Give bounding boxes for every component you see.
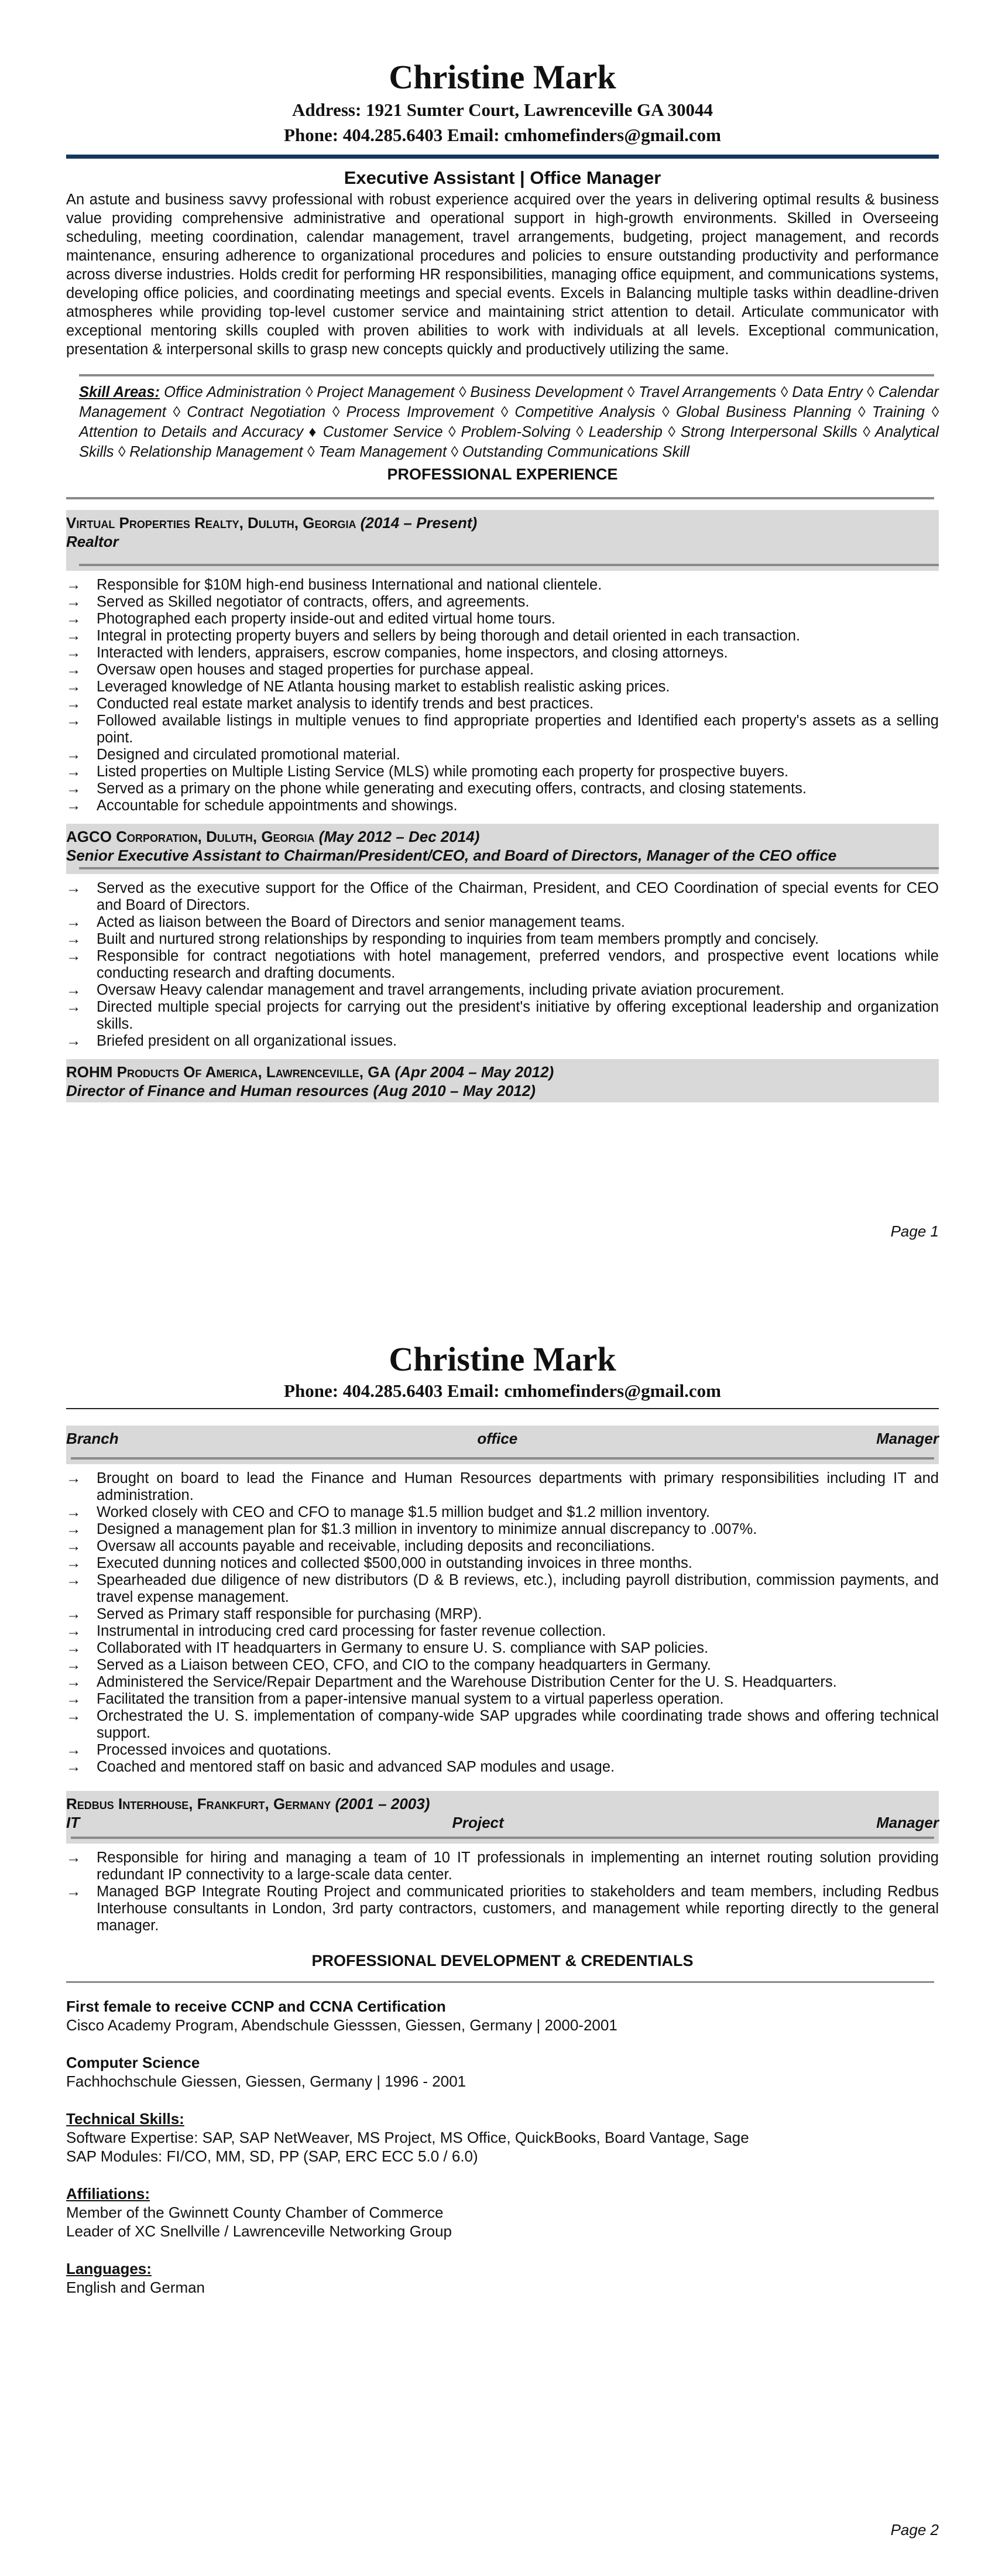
list-item (66, 679, 939, 696)
arrow-bullet-icon: → (66, 679, 81, 695)
cert-title: First female to receive CCNP and CCNA Certification (66, 1998, 446, 2015)
arrow-bullet-icon: → (66, 1691, 81, 1707)
bullet-text: Acted as liaison between the Board of Directors and senior management teams. (97, 914, 625, 930)
role: IT Project Manager (66, 1814, 939, 1831)
degree-detail: Fachhochschule Giessen, Giessen, Germany | 1996 - 2001 (66, 2073, 466, 2090)
list-item (66, 1849, 939, 1883)
page-2 (0, 1288, 995, 2576)
bullet-text: Oversaw Heavy calendar management and travel arrangements, including private aviation procurement. (97, 982, 785, 998)
list-item (66, 1623, 939, 1640)
languages-label: Languages: (66, 2260, 152, 2277)
arrow-bullet-icon: → (66, 797, 81, 814)
bullet-text: Oversaw open houses and staged properties for purchase appeal. (97, 662, 534, 678)
list-item (66, 712, 939, 746)
arrow-bullet-icon: → (66, 712, 81, 729)
list-item (66, 1504, 939, 1521)
role: Realtor (66, 533, 119, 550)
arrow-bullet-icon: → (66, 1572, 81, 1588)
company: Redbus Interhouse, Frankfurt, Germany (66, 1795, 331, 1813)
arrow-bullet-icon: → (66, 914, 81, 930)
affiliation: Leader of XC Snellville / Lawrenceville Networking Group (66, 2222, 452, 2240)
bullet-text: Processed invoices and quotations. (97, 1742, 332, 1758)
bullet-text: Responsible for contract negotiations with hotel management, preferred vendors, and prospective event locations while conducting research and drafting documents. (97, 948, 939, 981)
list-item (66, 1521, 939, 1538)
dates: (2001 – 2003) (335, 1795, 430, 1813)
dates: (2014 – Present) (360, 514, 478, 532)
box-divider (71, 1837, 934, 1839)
list-item (66, 1691, 939, 1708)
experience-heading: PROFESSIONAL EXPERIENCE (387, 465, 618, 483)
box-divider (71, 1457, 934, 1460)
arrow-bullet-icon: → (66, 628, 81, 644)
list-item (66, 1033, 939, 1050)
bullet-text: Directed multiple special projects for carrying out the president's initiative by offering exceptional leadership and organization skills. (97, 999, 939, 1032)
bullet-text: Served as the executive support for the Office of the Chairman, President, and CEO Coordination of special events for CEO and Board of Directors. (97, 880, 939, 913)
list-item (66, 696, 939, 712)
job-header-rohm-continued (66, 1426, 939, 1464)
bullet-text: Orchestrated the U. S. implementation of company-wide SAP upgrades while coordinating trade shows and offering technical support. (97, 1708, 939, 1741)
bullet-text: Responsible for $10M high-end business International and national clientele. (97, 577, 602, 593)
list-item (66, 948, 939, 982)
languages: English and German (66, 2279, 205, 2296)
list-item (66, 1708, 939, 1742)
arrow-bullet-icon: → (66, 1504, 81, 1520)
bullet-text: Followed available listings in multiple venues to find appropriate properties and Identified each property's assets as a selling point. (97, 712, 939, 746)
credentials (66, 1997, 939, 2297)
bullet-list (66, 1849, 939, 1934)
arrow-bullet-icon: → (66, 982, 81, 998)
tech-line: Software Expertise: SAP, SAP NetWeaver, MS Project, MS Office, QuickBooks, Board Vantage, Sage (66, 2129, 749, 2146)
arrow-bullet-icon: → (66, 1657, 81, 1673)
bullet-list (66, 880, 939, 1050)
company: ROHM Products Of America, Lawrenceville, GA (66, 1063, 391, 1081)
list-item (66, 1674, 939, 1691)
arrow-bullet-icon: → (66, 645, 81, 661)
list-item (66, 1470, 939, 1504)
bullet-text: Collaborated with IT headquarters in Germany to ensure U. S. compliance with SAP policies. (97, 1640, 709, 1656)
box-divider (79, 564, 939, 566)
page-1-content (66, 59, 939, 1102)
box-divider (79, 867, 939, 869)
arrow-bullet-icon: → (66, 1640, 81, 1656)
arrow-bullet-icon: → (66, 696, 81, 712)
arrow-bullet-icon: → (66, 1759, 81, 1775)
bullet-text: Leveraged knowledge of NE Atlanta housing market to establish realistic asking prices. (97, 679, 670, 695)
bullet-text: Brought on board to lead the Finance and Human Resources departments with primary responsibilities including IT and administration. (97, 1470, 939, 1503)
arrow-bullet-icon: → (66, 931, 81, 947)
bullet-text: Served as a primary on the phone while generating and executing offers, contracts, and closing statements. (97, 780, 807, 797)
arrow-bullet-icon: → (66, 1470, 81, 1486)
arrow-bullet-icon: → (66, 880, 81, 896)
bullet-text: Responsible for hiring and managing a team of 10 IT professionals in implementing an internet routing solution providing redundant IP connectivity to a large-scale data center. (97, 1849, 939, 1883)
list-item (66, 1883, 939, 1934)
arrow-bullet-icon: → (66, 577, 81, 593)
arrow-bullet-icon: → (66, 594, 81, 610)
list-item (66, 780, 939, 797)
list-item (66, 1572, 939, 1606)
bullet-text: Listed properties on Multiple Listing Service (MLS) while promoting each property for prospective buyers. (97, 763, 789, 780)
bullet-text: Interacted with lenders, appraisers, escrow companies, home inspectors, and closing attorneys. (97, 645, 728, 661)
arrow-bullet-icon: → (66, 1538, 81, 1554)
bullet-text: Conducted real estate market analysis to identify trends and best practices. (97, 696, 594, 712)
phone-email: Phone: 404.285.6403 Email: cmhomefinders@gmail.com (284, 1381, 721, 1401)
dates: (May 2012 – Dec 2014) (318, 828, 480, 845)
arrow-bullet-icon: → (66, 1555, 81, 1571)
list-item (66, 982, 939, 999)
credentials-heading: PROFESSIONAL DEVELOPMENT & CREDENTIALS (311, 1952, 694, 1969)
phone-email: Phone: 404.285.6403 Email: cmhomefinders@gmail.com (284, 125, 721, 145)
bullet-text: Briefed president on all organizational issues. (97, 1033, 397, 1049)
list-item (66, 611, 939, 628)
bullet-list (66, 577, 939, 814)
bullet-text: Built and nurtured strong relationships by responding to inquiries from team members promptly and concisely. (97, 931, 819, 947)
list-item (66, 1742, 939, 1759)
affiliations-label: Affiliations: (66, 2185, 150, 2202)
list-item (66, 931, 939, 948)
affiliation: Member of the Gwinnett County Chamber of Commerce (66, 2204, 444, 2221)
bullet-text: Served as a Liaison between CEO, CFO, and CIO to the company headquarters in Germany. (97, 1657, 711, 1673)
role: Senior Executive Assistant to Chairman/President/CEO, and Board of Directors, Manager of the CEO office (66, 847, 837, 864)
bullet-text: Designed and circulated promotional material. (97, 746, 400, 763)
page-number: Page 2 (890, 2521, 939, 2539)
list-item (66, 1555, 939, 1572)
arrow-bullet-icon: → (66, 1674, 81, 1690)
credentials-divider (66, 1981, 934, 1983)
list-item (66, 645, 939, 662)
company: Virtual Properties Realty, Duluth, Georgia (66, 514, 356, 532)
summary-divider (79, 374, 934, 376)
arrow-bullet-icon: → (66, 763, 81, 780)
job-header-redbus (66, 1791, 939, 1844)
bullet-text: Facilitated the transition from a paper-intensive manual system to a virtual paperless operation. (97, 1691, 724, 1707)
list-item (66, 577, 939, 594)
arrow-bullet-icon: → (66, 948, 81, 964)
summary: An astute and business savvy professional with robust experience acquired over the years in delivering optimal results & business value providing comprehensive administrative and operational support in high-growth environments. Skilled in Overseeing scheduling, meeting coordination, calendar management, travel arrangements, budgeting, project management, and records maintenance, ensuring adherence to organizational procedures and policies to ensure outstanding productivity and performance across diverse industries. Holds credit for performing HR responsibilities, managing office equipment, and communications systems, developing office policies, and coordinating meetings and special events. Excels in Balancing multiple tasks within deadline-driven atmospheres while providing top-level customer service and maintaining strict attention to detail. Articulate communicator with exceptional mentoring skills coupled with proven abilities to work with individuals at all levels. Exceptional communication, presentation & interpersonal skills to grasp new concepts quickly and productively utilizing the same. (66, 191, 939, 358)
bullet-text: Photographed each property inside-out and edited virtual home tours. (97, 611, 555, 627)
list-item (66, 662, 939, 679)
arrow-bullet-icon: → (66, 611, 81, 627)
list-item (66, 1759, 939, 1776)
arrow-bullet-icon: → (66, 1742, 81, 1758)
bullet-text: Administered the Service/Repair Department and the Warehouse Distribution Center for the U. S. Headquarters. (97, 1674, 837, 1690)
list-item (66, 1640, 939, 1657)
bullet-text: Oversaw all accounts payable and receivable, including deposits and reconciliations. (97, 1538, 655, 1554)
list-item (66, 746, 939, 763)
candidate-name: Christine Mark (389, 1340, 616, 1378)
experience-divider (66, 497, 934, 499)
header-divider (66, 1408, 939, 1409)
technical-skills-label: Technical Skills: (66, 2110, 184, 2128)
list-item (66, 999, 939, 1033)
arrow-bullet-icon: → (66, 1521, 81, 1537)
arrow-bullet-icon: → (66, 1708, 81, 1724)
bullet-text: Accountable for schedule appointments and showings. (97, 797, 458, 814)
skill-areas (66, 382, 939, 462)
bullet-text: Designed a management plan for $1.3 million in inventory to minimize annual discrepancy to .007%. (97, 1521, 757, 1537)
job-header-virtual-properties (66, 510, 939, 571)
arrow-bullet-icon: → (66, 662, 81, 678)
job-header-rohm (66, 1059, 939, 1102)
arrow-bullet-icon: → (66, 780, 81, 797)
address: Address: 1921 Sumter Court, Lawrenceville GA 30044 (292, 100, 713, 120)
page-number: Page 1 (890, 1222, 939, 1240)
role: Director of Finance and Human resources (Aug 2010 – May 2012) (66, 1082, 536, 1099)
arrow-bullet-icon: → (66, 1606, 81, 1622)
page-2-content (66, 1341, 939, 2297)
skill-areas-list: Office Administration ◊ Project Management ◊ Business Development ◊ Travel Arrangements ◊ Data Entry ◊ Calendar Management ◊ Contract Negotiation ◊ Process Improvement ◊ Competitive Analysis ◊ Global Business Planning ◊ Training ◊ Attention to Details and Accuracy ♦ Customer Service ◊ Problem-Solving ◊ Leadership ◊ Strong Interpersonal Skills ◊ Analytical Skills ◊ Relationship Management ◊ Team Management ◊ Outstanding Communications Skill (79, 384, 939, 460)
bullet-text: Served as Primary staff responsible for purchasing (MRP). (97, 1606, 482, 1622)
list-item (66, 1657, 939, 1674)
tech-line: SAP Modules: FI/CO, MM, SD, PP (SAP, ERC ECC 5.0 / 6.0) (66, 2147, 478, 2165)
list-item (66, 763, 939, 780)
candidate-name: Christine Mark (389, 58, 616, 96)
arrow-bullet-icon: → (66, 1033, 81, 1049)
skill-areas-label: Skill Areas: (79, 384, 160, 400)
degree-title: Computer Science (66, 2054, 200, 2071)
job-header-agco (66, 824, 939, 874)
arrow-bullet-icon: → (66, 746, 81, 763)
company: AGCO Corporation, Duluth, Georgia (66, 828, 315, 845)
bullet-text: Instrumental in introducing cred card processing for faster revenue collection. (97, 1623, 606, 1639)
bullet-text: Integral in protecting property buyers and sellers by being thorough and detail oriented in each transaction. (97, 628, 801, 644)
arrow-bullet-icon: → (66, 1849, 81, 1866)
list-item (66, 594, 939, 611)
list-item (66, 1538, 939, 1555)
professional-title: Executive Assistant | Office Manager (344, 167, 661, 188)
bullet-text: Executed dunning notices and collected $500,000 in outstanding invoices in three months. (97, 1555, 692, 1571)
bullet-text: Coached and mentored staff on basic and advanced SAP modules and usage. (97, 1759, 615, 1775)
list-item (66, 628, 939, 645)
list-item (66, 914, 939, 931)
arrow-bullet-icon: → (66, 999, 81, 1015)
cert-detail: Cisco Academy Program, Abendschule Giesssen, Giessen, Germany | 2000-2001 (66, 2016, 617, 2034)
list-item (66, 880, 939, 914)
bullet-text: Worked closely with CEO and CFO to manage $1.5 million budget and $1.2 million inventory. (97, 1504, 710, 1520)
dates: (Apr 2004 – May 2012) (394, 1063, 554, 1081)
arrow-bullet-icon: → (66, 1623, 81, 1639)
role: Branch office Manager (66, 1430, 939, 1447)
bullet-text: Served as Skilled negotiator of contracts, offers, and agreements. (97, 594, 530, 610)
header-divider (66, 155, 939, 159)
list-item (66, 797, 939, 814)
arrow-bullet-icon: → (66, 1883, 81, 1900)
list-item (66, 1606, 939, 1623)
bullet-text: Spearheaded due diligence of new distributors (D & B reviews, etc.), including payroll distribution, commission payments, and travel expense management. (97, 1572, 939, 1605)
bullet-list (66, 1470, 939, 1776)
bullet-text: Managed BGP Integrate Routing Project and communicated priorities to stakeholders and team members, including Redbus Interhouse consultants in London, 3rd party contractors, customers, and management while reporting directly to the general manager. (97, 1883, 939, 1934)
